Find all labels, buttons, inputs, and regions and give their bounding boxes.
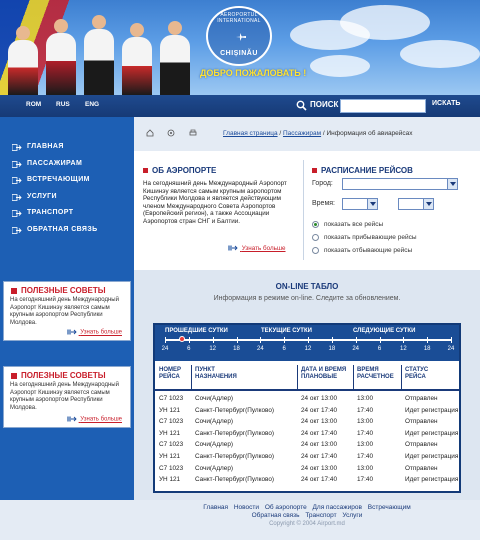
table-row[interactable] [155, 416, 459, 428]
cell-est: 17:40 [357, 476, 373, 484]
arrow-right-icon [12, 177, 22, 184]
about-title: ОБ АЭРОПОРТЕ [143, 166, 216, 175]
cell-dest: Сочи(Адлер) [195, 464, 234, 472]
timeline-hour-label: 18 [328, 346, 336, 352]
radio-checked-icon[interactable] [312, 221, 319, 228]
table-row[interactable] [155, 428, 459, 440]
radio-unchecked-icon[interactable] [312, 234, 319, 241]
cell-est: 17:40 [357, 452, 373, 460]
radio-arriving-flights[interactable] [312, 234, 417, 241]
cell-planned: 24 окт 17:40 [301, 429, 338, 437]
table-row[interactable] [155, 405, 459, 417]
menu-item-label: ТРАНСПОРТ [27, 209, 74, 216]
cell-dest: Сочи(Адлер) [195, 418, 234, 426]
cell-flight: C7 1023 [159, 418, 184, 426]
bullet-icon [143, 168, 148, 173]
tips-text: На сегодняшний день Международный Аэропорт Кишинэу является самым крупным аэропортом Республики Молдова. [10, 297, 119, 326]
tips-title: ПОЛЕЗНЫЕ СОВЕТЫ [4, 282, 130, 295]
breadcrumb-separator: / [321, 130, 327, 137]
header-planned: ДАТА И ВРЕМЯ ПЛАНОВЫЕ [301, 367, 347, 380]
search-button[interactable]: ИСКАТЬ [432, 100, 461, 107]
cell-est: 13:00 [357, 464, 373, 472]
column-divider [401, 365, 402, 389]
arrow-right-icon [12, 194, 22, 201]
cell-est: 17:40 [357, 406, 373, 414]
menu-item-passengers[interactable] [0, 156, 134, 173]
menu-item-feedback[interactable] [0, 222, 134, 239]
tips-box [3, 281, 131, 341]
column-divider [297, 365, 298, 389]
logo-city-text: CHIȘINĂU [220, 50, 258, 57]
schedule-title: РАСПИСАНИЕ РЕЙСОВ [312, 166, 413, 175]
header-status: СТАТУС РЕЙСА [405, 367, 429, 380]
table-row[interactable] [155, 463, 459, 475]
cell-planned: 24 окт 17:40 [301, 406, 338, 414]
radio-unchecked-icon[interactable] [312, 247, 319, 254]
footer-link-services[interactable]: Услуги [342, 512, 363, 519]
chevron-down-icon [447, 179, 457, 189]
cell-planned: 24 окт 17:40 [301, 452, 338, 460]
table-row[interactable] [155, 451, 459, 463]
cell-dest: Сочи(Адлер) [195, 395, 234, 402]
plane-icon [236, 33, 246, 41]
period-next-tab[interactable]: СЛЕДУЮЩИЕ СУТКИ [353, 328, 416, 334]
board-subtitle: Информация в режиме on-line. Следите за обновлением. [213, 295, 401, 302]
menu-item-label: ОБРАТНАЯ СВЯЗЬ [27, 225, 98, 233]
logo-arc-text: AEROPORTUL INTERNATIONAL [217, 12, 261, 24]
more-arrow-icon [67, 416, 77, 422]
arrow-right-icon [12, 161, 22, 168]
cell-status: Идет регистрация [405, 452, 459, 460]
menu-item-label: УСЛУГИ [27, 192, 57, 200]
cloud-decoration [400, 40, 480, 68]
period-past-tab[interactable]: ПРОШЕДШИЕ СУТКИ [165, 328, 228, 334]
table-row[interactable] [155, 393, 459, 405]
timeline-tick [427, 337, 428, 343]
timeline-hour-label: 12 [399, 346, 407, 352]
board-rows [155, 393, 459, 486]
cell-status: Идет регистрация [405, 476, 459, 484]
timeline-hour-label: 24 [161, 346, 169, 352]
cell-planned: 24 окт 17:40 [301, 476, 338, 484]
footer-link-passengers[interactable]: Для пассажиров [312, 504, 362, 511]
radio-label: показать прибывающие рейсы [324, 234, 417, 242]
cell-dest: Санкт-Петербург(Пулково) [195, 476, 275, 484]
cell-est: 13:00 [357, 395, 373, 402]
cell-flight: C7 1023 [159, 395, 184, 402]
timeline-tick [332, 337, 333, 343]
column-divider [353, 365, 354, 389]
tips-more-link[interactable]: Узнать больше [67, 329, 122, 336]
footer-link-home[interactable]: Главная [203, 504, 229, 511]
arrow-right-icon [12, 210, 22, 217]
timeline-tick [308, 337, 309, 343]
menu-item-label: ПАССАЖИРАМ [27, 159, 83, 167]
board-title: ON-LINE ТАБЛО [275, 282, 339, 291]
timeline-tick [237, 337, 238, 343]
about-text: На сегодняшний день Международный Аэропорт Кишинэу является самым крупным аэропортом Республики Молдова и является действующим членом Международного Совета Аэропортов (Европейский регион), а также Ассоциации Аэропортов стран СНГ и Балтии. [143, 180, 287, 225]
tips-text: На сегодняшний день Международный Аэропорт Кишинэу является самым крупным аэропортом Республики Молдова. [10, 382, 119, 411]
radio-all-flights[interactable] [312, 221, 383, 228]
footer-link-news[interactable]: Новости [233, 504, 260, 511]
tips-more-link[interactable]: Узнать больше [67, 416, 122, 423]
timeline-tick [213, 337, 214, 343]
dancer-figure [122, 37, 152, 95]
top-navbar [0, 95, 480, 117]
dancer-figure [160, 35, 190, 95]
search-label: ПОИСК [310, 100, 339, 109]
cell-flight: УН 121 [159, 429, 181, 437]
cell-status: Идет регистрация [405, 429, 459, 437]
period-current-tab[interactable]: ТЕКУЩИЕ СУТКИ [261, 328, 312, 334]
menu-item-services[interactable] [0, 189, 134, 206]
dancer-figure [8, 40, 38, 95]
footer-link-feedback[interactable]: Обратная связь [251, 512, 300, 519]
city-label: Город: [312, 180, 333, 187]
timeline-tick [356, 337, 357, 343]
sidebar [0, 117, 134, 500]
chevron-down-icon [423, 199, 433, 209]
timeline-tick [380, 337, 381, 343]
cloud-decoration [310, 55, 370, 77]
breadcrumb-passengers[interactable]: Пассажирам [282, 130, 322, 137]
footer-link-greeters[interactable]: Встречающим [367, 504, 411, 511]
column-divider [191, 365, 192, 389]
lang-rom[interactable]: ROM [26, 101, 42, 108]
footer-link-transport[interactable]: Транспорт [305, 512, 337, 519]
menu-item-greeters[interactable] [0, 172, 134, 189]
tips-box [3, 366, 131, 428]
timeline-tick [403, 337, 404, 343]
about-more-link[interactable]: Узнать больше [228, 245, 286, 252]
radio-label: показать отбывающие рейсы [324, 247, 413, 255]
timeline-tick [260, 337, 261, 343]
timeline-tick [284, 337, 285, 343]
timeline-hour-label: 18 [423, 346, 431, 352]
board-table-header [155, 365, 459, 389]
cell-status: Отправлен [405, 418, 438, 426]
tips-title: ПОЛЕЗНЫЕ СОВЕТЫ [4, 367, 130, 380]
search-icon [296, 100, 307, 111]
lang-rus[interactable]: RUS [56, 101, 70, 108]
header-flight: НОМЕР РЕЙСА [159, 367, 182, 380]
timeline-hour-label: 6 [282, 346, 286, 352]
table-row[interactable] [155, 439, 459, 451]
timeline-tick [189, 337, 190, 343]
footer-links [134, 504, 480, 520]
cell-dest: Санкт-Петербург(Пулково) [195, 406, 275, 414]
menu-item-home[interactable] [0, 139, 134, 156]
cell-flight: C7 1023 [159, 441, 184, 449]
timeline-tick [451, 337, 452, 343]
header-banner [0, 0, 480, 95]
more-arrow-icon [228, 245, 238, 251]
cell-est: 13:00 [357, 418, 373, 426]
column-divider [303, 160, 304, 260]
cell-flight: УН 121 [159, 406, 181, 414]
cell-est: 13:00 [357, 441, 373, 449]
welcome-text: ДОБРО ПОЖАЛОВАТЬ ! [200, 68, 307, 78]
cell-flight: C7 1023 [159, 464, 184, 472]
email-icon[interactable] [167, 129, 175, 137]
header-destination: ПУНКТ НАЗНАЧЕНИЯ [195, 367, 237, 380]
timeline-hour-label: 12 [209, 346, 216, 352]
cloud-decoration [340, 5, 430, 40]
breadcrumb-separator: / [277, 130, 283, 137]
radio-departing-flights[interactable] [312, 247, 412, 254]
time-label: Время: [312, 200, 336, 207]
time-from-select[interactable] [342, 198, 378, 210]
bullet-square-icon [10, 287, 18, 295]
search-input[interactable] [340, 99, 426, 113]
bullet-icon [312, 168, 317, 173]
main-menu [0, 139, 134, 238]
timeline-hour-label: 6 [377, 346, 382, 352]
arrow-right-icon [12, 227, 22, 234]
home-icon[interactable] [146, 129, 154, 137]
breadcrumb-current: Информация об авиарейсах [326, 130, 413, 137]
breadcrumb [223, 130, 413, 137]
copyright: Copyright © 2004 Airport.md [269, 521, 345, 527]
breadcrumb-bar [134, 117, 480, 151]
timeline-hour-label: 24 [352, 346, 359, 352]
cell-dest: Сочи(Адлер) [195, 441, 234, 449]
dancer-figure [46, 33, 76, 95]
radio-label: показать все рейсы [324, 221, 384, 229]
lang-eng[interactable]: ENG [85, 101, 100, 108]
more-arrow-icon [67, 329, 77, 335]
dancer-figure [84, 29, 114, 95]
chevron-down-icon [367, 199, 377, 209]
bullet-square-icon [10, 372, 18, 380]
menu-item-label: ВСТРЕЧАЮЩИМ [27, 176, 90, 183]
cell-flight: УН 121 [159, 452, 181, 460]
timeline-tick [165, 337, 166, 343]
cell-dest: Санкт-Петербург(Пулково) [195, 452, 275, 460]
header-estimated: ВРЕМЯ РАСЧЕТНОЕ [357, 367, 394, 380]
timeline-bar [155, 325, 459, 361]
arrow-right-icon [12, 144, 22, 151]
footer-link-about[interactable]: Об аэропорте [264, 504, 307, 511]
timeline-hour-label: 24 [447, 346, 455, 352]
menu-item-label: ГЛАВНАЯ [27, 143, 64, 150]
cell-status: Отправлен [405, 464, 438, 472]
timeline-hour-label: 18 [233, 346, 240, 352]
timeline-hour-label: 12 [304, 346, 312, 352]
cell-planned: 24 окт 13:00 [301, 441, 338, 449]
timeline-marker-handle[interactable] [179, 336, 185, 342]
cell-flight: УН 121 [159, 476, 181, 484]
header-divider [155, 389, 459, 391]
cell-status: Отправлен [405, 441, 438, 449]
cell-status: Идет регистрация [405, 406, 459, 414]
cell-dest: Санкт-Петербург(Пулково) [195, 429, 275, 437]
cell-status: Отправлен [405, 395, 438, 402]
menu-item-transport[interactable] [0, 205, 134, 222]
table-row[interactable] [155, 474, 459, 486]
cell-planned: 24 окт 13:00 [301, 418, 338, 426]
cell-planned: 24 окт 13:00 [301, 464, 338, 472]
cell-est: 17:40 [357, 429, 373, 437]
timeline-hour-label: 24 [256, 346, 264, 352]
breadcrumb-home[interactable]: Главная страница [223, 130, 278, 137]
timeline-hour-label: 6 [187, 346, 191, 352]
city-select[interactable] [342, 178, 458, 190]
print-icon[interactable] [189, 129, 197, 137]
time-to-select[interactable] [398, 198, 434, 210]
flight-board [153, 323, 461, 493]
cell-planned: 24 окт 13:00 [301, 395, 338, 402]
